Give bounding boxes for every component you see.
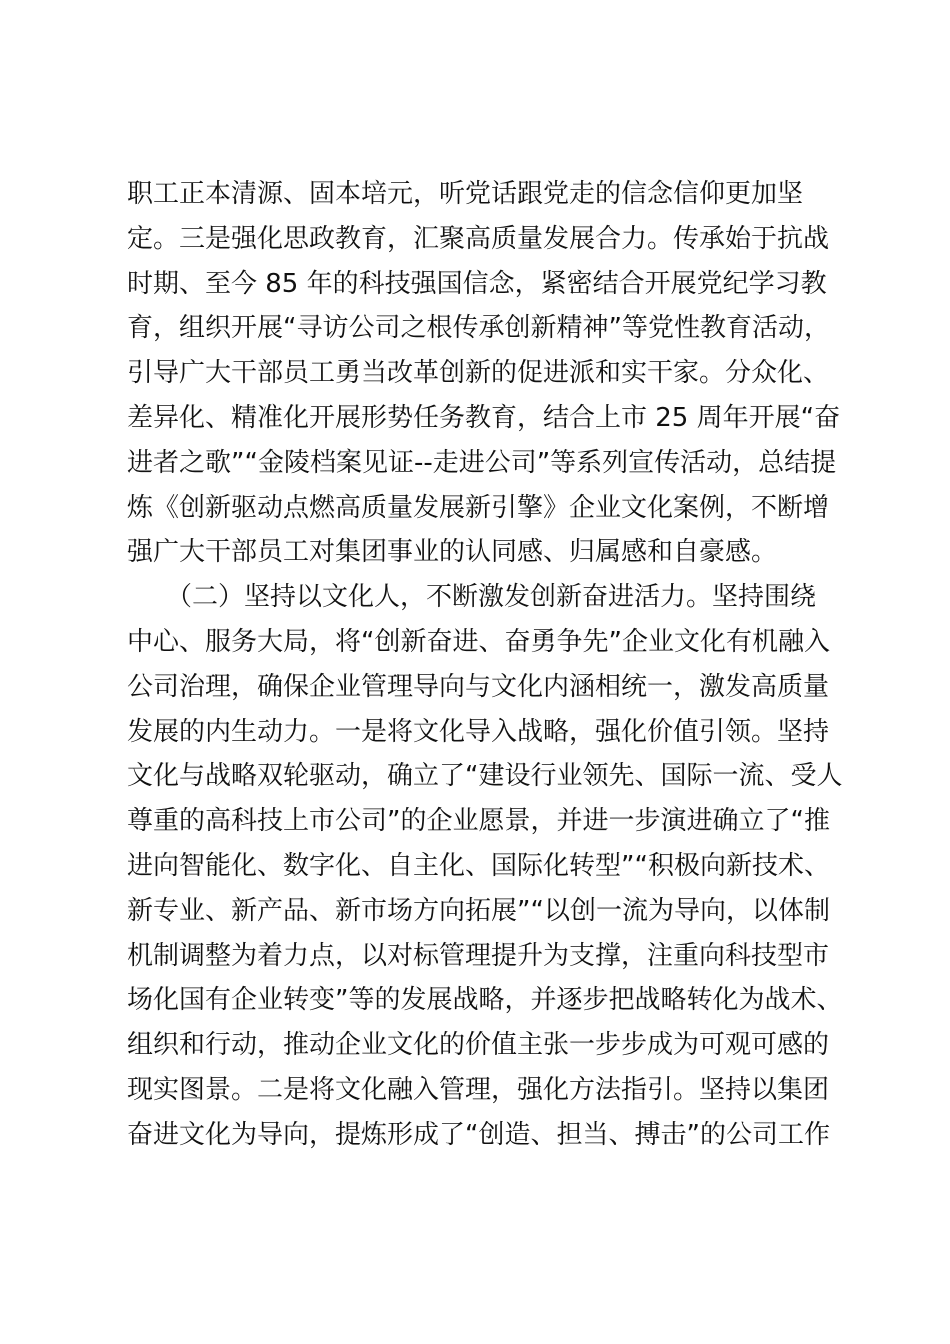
text-line: 中心、服务大局，将“创新奋进、奋勇争先”企业文化有机融入 (127, 626, 830, 657)
text-line: 引导广大干部员工勇当改革创新的促进派和实干家。分众化、 (127, 358, 830, 389)
text-line: 差异化、精准化开展形势任务教育，结合上市 25 周年开展“奋 (127, 402, 841, 433)
text-line: 时期、至今 85 年的科技强国信念，紧密结合开展党纪学习教 (127, 268, 827, 299)
text-line: 文化与战略双轮驱动，确立了“建设行业领先、国际一流、受人 (127, 761, 843, 792)
text-line: 新专业、新产品、新市场方向拓展”“以创一流为导向，以体制 (127, 895, 830, 926)
text-line: 机制调整为着力点，以对标管理提升为支撑，注重向科技型市 (127, 940, 830, 971)
text-line: 场化国有企业转变”等的发展战略，并逐步把战略转化为战术、 (127, 985, 843, 1016)
text-line: 发展的内生动力。一是将文化导入战略，强化价值引领。坚持 (127, 716, 830, 747)
text-line: 组织和行动，推动企业文化的价值主张一步步成为可观可感的 (127, 1030, 830, 1061)
text-line: 尊重的高科技上市公司”的企业愿景，并进一步演进确立了“推 (127, 806, 830, 837)
body-text (127, 172, 843, 1158)
text-line: 定。三是强化思政教育，汇聚高质量发展合力。传承始于抗战 (127, 223, 830, 254)
text-line: 现实图景。二是将文化融入管理，强化方法指引。坚持以集团 (127, 1074, 830, 1105)
text-line: 奋进文化为导向，提炼形成了“创造、担当、搏击”的公司工作 (127, 1119, 830, 1150)
text-line: 公司治理，确保企业管理导向与文化内涵相统一，激发高质量 (127, 671, 830, 702)
text-line: （二）坚持以文化人，不断激发创新奋进活力。坚持围绕 (127, 582, 817, 613)
text-line: 职工正本清源、固本培元，听党话跟党走的信念信仰更加坚 (127, 179, 804, 209)
text-line: 炼《创新驱动点燃高质量发展新引擎》企业文化案例，不断增 (127, 492, 830, 523)
text-line: 育，组织开展“寻访公司之根传承创新精神”等党性教育活动， (127, 313, 830, 344)
text-line: 强广大干部员工对集团事业的认同感、归属感和自豪感。 (127, 537, 778, 568)
text-line: 进者之歌”“金陵档案见证--走进公司”等系列宣传活动，总结提 (127, 447, 837, 478)
text-line: 进向智能化、数字化、自主化、国际化转型”“积极向新技术、 (127, 850, 830, 881)
